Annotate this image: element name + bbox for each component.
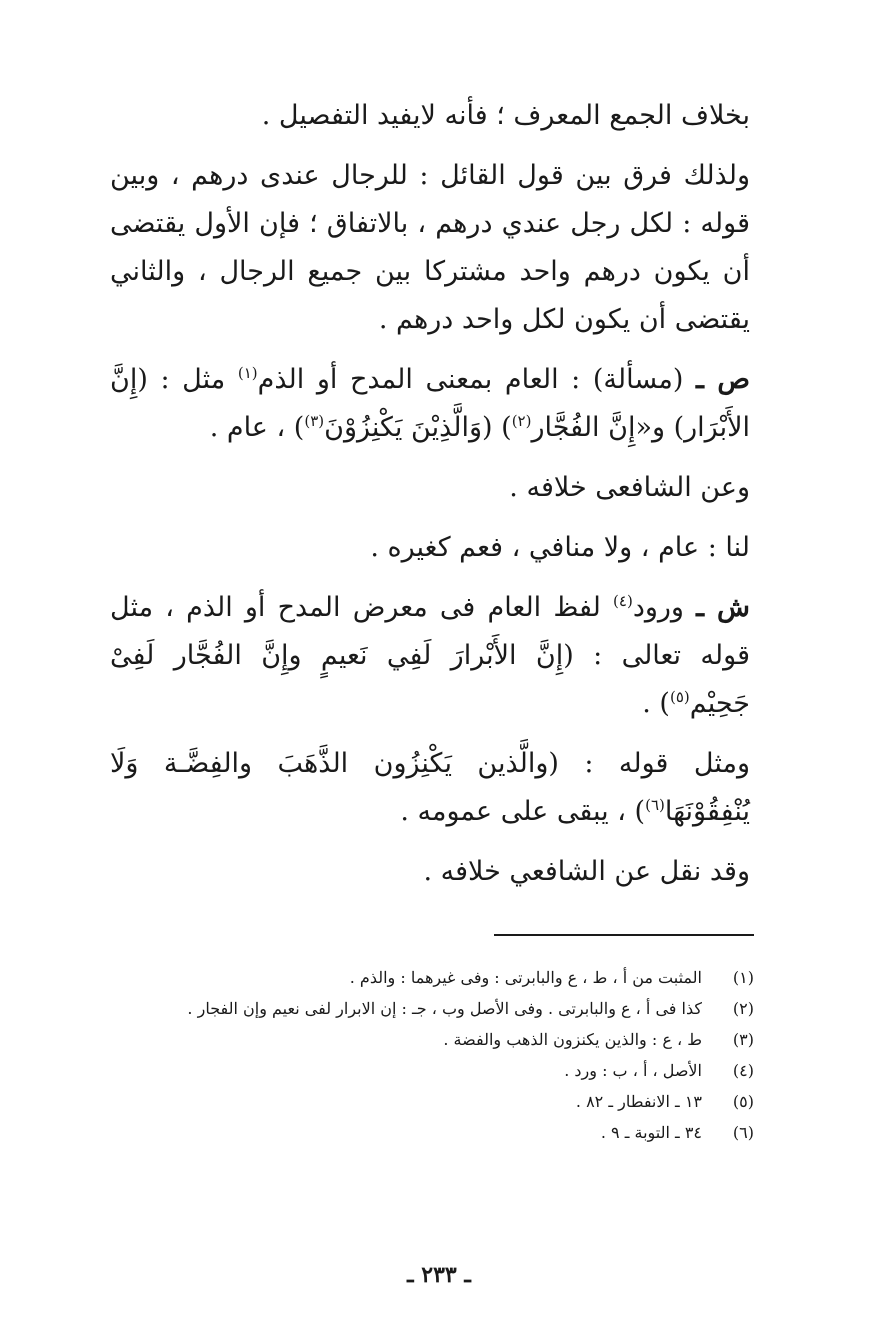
sad-text-a: (مسألة) : العام بمعنى المدح أو الذم: [257, 364, 684, 395]
footnote-ref-1: (١): [237, 364, 258, 382]
para6-text-a: ومثل قوله : (والَّذين يَكْنِزُون الذَّهَبَ والفِضَّـة وَلَا يُنْفِقُوْنَهَا: [110, 748, 750, 827]
main-text: [110, 92, 750, 896]
footnote-number: (٢): [732, 999, 754, 1018]
sad-text-c: ) (وَالَّذِيْنَ يَكْنِزُوْنَ: [324, 412, 512, 443]
shin-text-a: ورود: [632, 592, 684, 623]
footnotes: [74, 962, 754, 1148]
sad-text-b: مثل : (إِنَّ الأَبْرَار) و«إِنَّ الفُجَّار: [110, 364, 750, 443]
footnote-number: (٣): [732, 1030, 754, 1049]
paragraph-3: وعن الشافعى خلافه .: [509, 472, 750, 503]
footnote-text: المثبت من أ ، ط ، ع والبابرتى : وفى غيرهما : والذم .: [349, 968, 702, 987]
paragraph-shin: [110, 584, 750, 728]
sad-text-d: ) ، عام .: [209, 412, 305, 443]
footnote-text: ٣٤ ـ التوبة ـ ٩ .: [600, 1123, 702, 1142]
paragraph-7: وقد نقل عن الشافعي خلافه .: [423, 856, 750, 887]
sad-marker: ص ـ: [696, 364, 751, 395]
footnote-item: [74, 1086, 754, 1117]
footnote-ref-3: (٣): [304, 412, 325, 430]
footnote-item: [74, 962, 754, 993]
footnote-text: ط ، ع : والذين يكنزون الذهب والفضة .: [443, 1030, 702, 1049]
footnote-ref-4: (٤): [613, 592, 633, 610]
paragraph-4: لنا : عام ، ولا منافي ، فعم كغيره .: [370, 532, 750, 563]
paragraph-6: [110, 740, 750, 836]
footnote-item: [74, 1024, 754, 1055]
footnote-divider: [494, 934, 754, 936]
footnote-item: [74, 1117, 754, 1148]
shin-marker: ش ـ: [696, 592, 750, 623]
shin-text-b: لفظ العام فى معرض المدح أو الذم ، مثل قوله تعالى : (إِنَّ الأَبْرارَ لَفِي نَعيمٍ وإِنَّ الفُجَّار لَفِىْ جَحِيْم: [110, 592, 750, 719]
footnote-number: (١): [732, 968, 754, 987]
shin-text-c: ) .: [642, 688, 670, 719]
paragraph-1: بخلاف الجمع المعرف ؛ فأنه لايفيد التفصيل .: [261, 100, 750, 131]
footnote-number: (٥): [732, 1092, 754, 1111]
footnote-ref-6: (٦): [645, 796, 665, 814]
footnote-text: كذا فى أ ، ع والبابرتى . وفى الأصل وب ، جـ : إن الابرار لفى نعيم وإن الفجار .: [187, 999, 702, 1018]
footnote-text: ١٣ ـ الانفطار ـ ٨٢ .: [575, 1092, 702, 1111]
footnote-ref-5: (٥): [669, 688, 690, 706]
footnote-number: (٤): [732, 1061, 754, 1080]
para6-text-b: ) ، يبقى على عمومه .: [400, 796, 646, 827]
footnote-number: (٦): [732, 1123, 754, 1142]
footnote-item: [74, 993, 754, 1024]
paragraph-2: ولذلك فرق بين قول القائل : للرجال عندى درهم ، وبين قوله : لكل رجل عندي درهم ، بالاتفاق ؛ فإن الأول يقتضى أن يكون درهم واحد مشتركا بين جميع الرجال ، والثاني يقتضى أن يكون لكل واحد درهم .: [110, 160, 750, 335]
footnote-ref-2: (٢): [511, 412, 532, 430]
footnote-item: [74, 1055, 754, 1086]
footnote-text: الأصل ، أ ، ب : ورد .: [564, 1061, 702, 1080]
page-number: ـ ٢٣٣ ـ: [407, 1262, 471, 1288]
paragraph-sad: [110, 356, 750, 452]
